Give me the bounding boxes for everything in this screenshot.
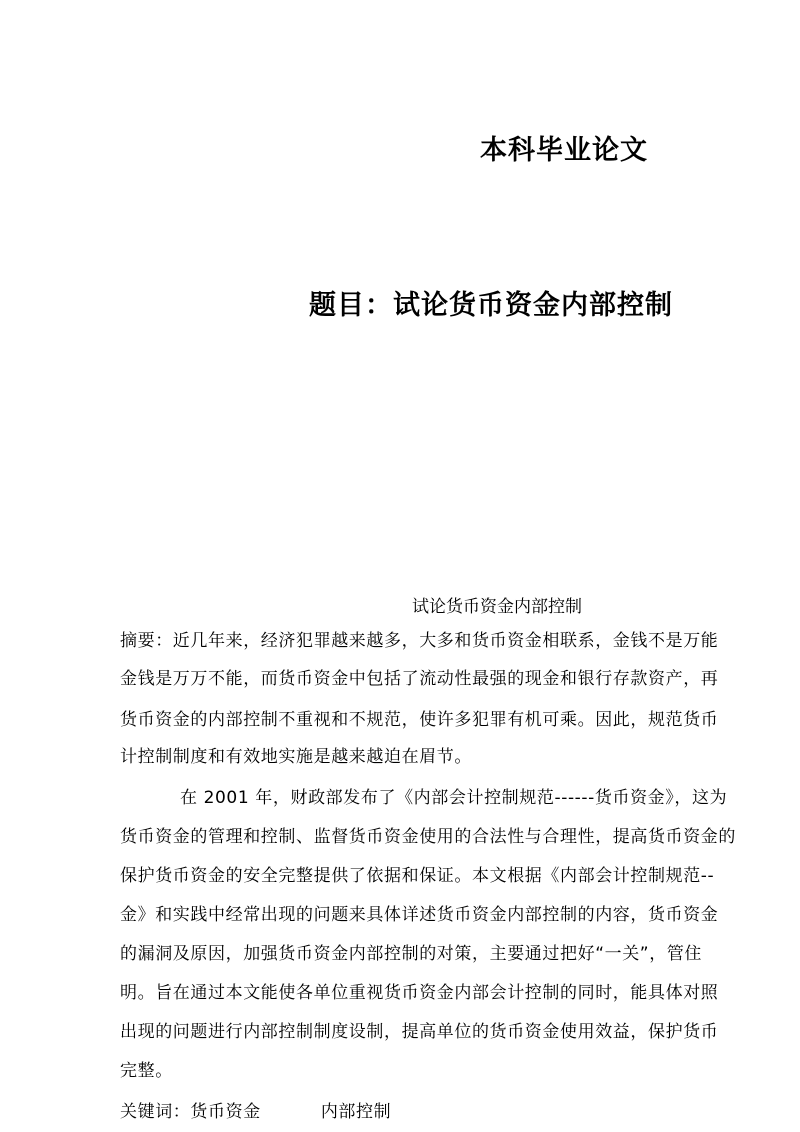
thesis-title: 题目：试论货币资金内部控制 (309, 290, 673, 321)
abstract-line: 金钱是万万不能，而货币资金中包括了流动性最强的现金和银行存款资产，再 (120, 669, 719, 689)
abstract-line: 计控制制度和有效地实施是越来越迫在眉节。 (120, 747, 472, 767)
keywords-line (120, 1097, 391, 1122)
document-type-heading: 本科毕业论文 (480, 135, 648, 166)
abstract-line: 货币资金的管理和控制、监督货币资金使用的合法性与合理性，提高货币资金的 (120, 827, 736, 847)
abstract-line: 货币资金的内部控制不重视和不规范，使许多犯罪有机可乘。因此，规范货币 (120, 710, 719, 730)
abstract-line: 金》和实践中经常出现的问题来具体详述货币资金内部控制的内容，货币资金 (120, 905, 719, 925)
keyword-term: 内部控制 (320, 1102, 392, 1122)
abstract-line: 在 2001 年，财政部发布了《内部会计控制规范------货币资金》，这为 (180, 788, 728, 808)
abstract-line: 摘要：近几年来，经济犯罪越来越多，大多和货币资金相联系，金钱不是万能 (120, 631, 719, 651)
keyword-term: 货币资金 (190, 1102, 261, 1122)
abstract-line: 保护货币资金的安全完整提供了依据和保证。本文根据《内部会计控制规范-- (120, 866, 715, 886)
abstract-heading: 试论货币资金内部控制 (412, 597, 582, 617)
abstract-line: 出现的问题进行内部控制制度设制，提高单位的货币资金使用效益，保护货币 (120, 1022, 719, 1042)
abstract-line: 明。旨在通过本文能使各单位重视货币资金内部会计控制的同时，能具体对照 (120, 983, 719, 1003)
keywords-label: 关键词： (120, 1102, 191, 1122)
abstract-line: 的漏洞及原因，加强货币资金内部控制的对策，主要通过把好“一关”，管住 (120, 944, 703, 964)
abstract-line: 完整。 (120, 1061, 173, 1081)
